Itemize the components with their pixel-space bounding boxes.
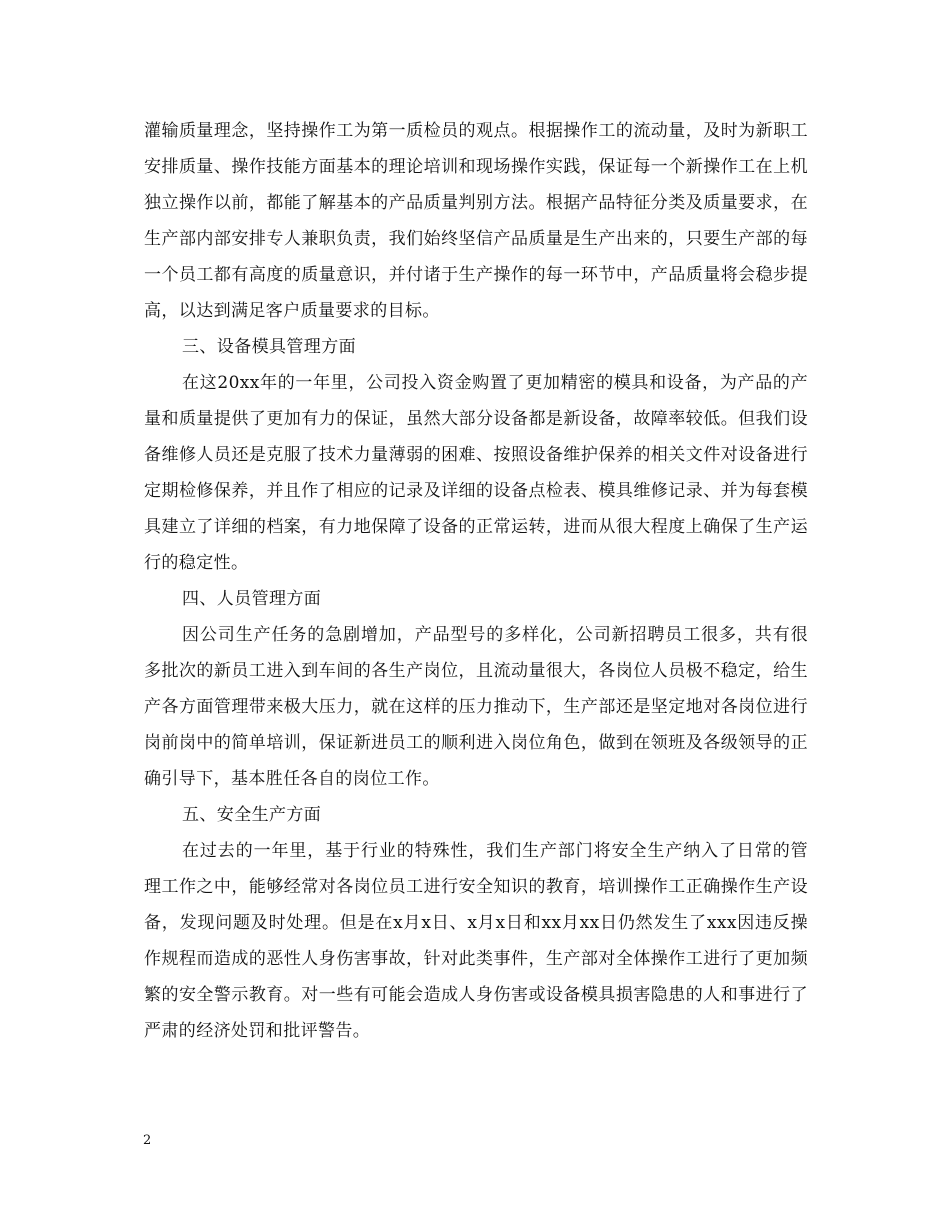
paragraph-safety: 在过去的一年里，基于行业的特殊性，我们生产部门将安全生产纳入了日常的管理工作之中，能够经常对各岗位员工进行安全知识的教育，培训操作工正确操作生产设备，发现问题及时处理。但是在x月x日、x月x日和xx月xx日仍然发生了xxx因违反操作规程而造成的恶性人身伤害事故，针对此类事件，生产部对全体操作工进行了更加频繁的安全警示教育。对一些有可能会造成人身伤害或设备模具损害隐患的人和事进行了严肃的经济处罚和批评警告。 — [144, 841, 808, 1041]
paragraph-quality-continued: 灌输质量理念，坚持操作工为第一质检员的观点。根据操作工的流动量，及时为新职工安排质量、操作技能方面基本的理论培训和现场操作实践，保证每一个新操作工在上机独立操作以前，都能了解基本的产品质量判别方法。根据产品特征分类及质量要求，在生产部内部安排专人兼职负责，我们始终坚信产品质量是生产出来的，只要生产部的每一个员工都有高度的质量意识，并付诸于生产操作的每一环节中，产品质量将会稳步提高，以达到满足客户质量要求的目标。 — [144, 121, 808, 321]
paragraph-personnel: 因公司生产任务的急剧增加，产品型号的多样化，公司新招聘员工很多，共有很多批次的新员工进入到车间的各生产岗位，且流动量很大，各岗位人员极不稳定，给生产各方面管理带来极大压力，就在这样的压力推动下，生产部还是坚定地对各岗位进行岗前岗中的简单培训，保证新进员工的顺利进入岗位角色，做到在领班及各级领导的正确引导下，基本胜任各自的岗位工作。 — [144, 625, 808, 789]
paragraph-equipment: 在这20xx年的一年里，公司投入资金购置了更加精密的模具和设备，为产品的产量和质量提供了更加有力的保证，虽然大部分设备都是新设备，故障率较低。但我们设备维修人员还是克服了技术力量薄弱的困难、按照设备维护保养的相关文件对设备进行定期检修保养，并且作了相应的记录及详细的设备点检表、模具维修记录、并为每套模具建立了详细的档案，有力地保障了设备的正常运转，进而从很大程度上确保了生产运行的稳定性。 — [144, 373, 808, 573]
document-body — [144, 113, 808, 1049]
section-heading-equipment: 三、设备模具管理方面 — [182, 337, 356, 357]
section-heading-personnel: 四、人员管理方面 — [182, 589, 322, 609]
section-heading-safety: 五、安全生产方面 — [182, 805, 322, 825]
page-number: 2 — [143, 1133, 152, 1148]
